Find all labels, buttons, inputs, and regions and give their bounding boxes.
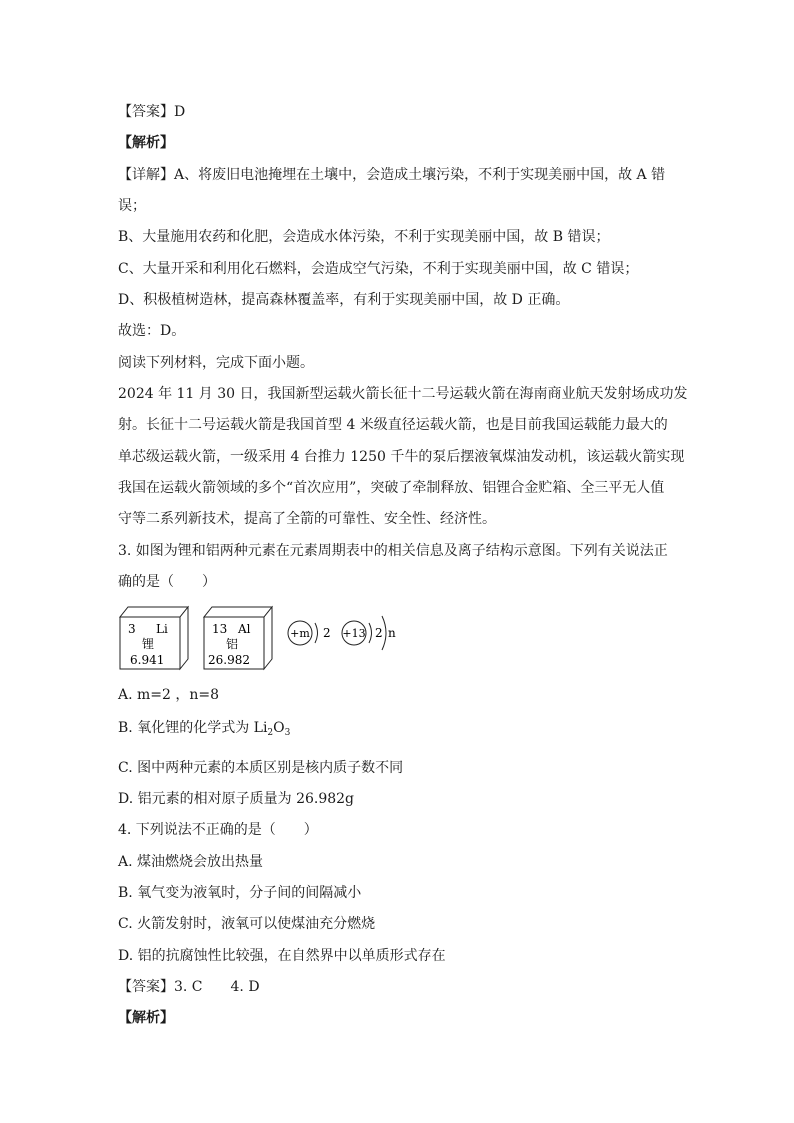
detail-option-c: C、大量开采和利用化石燃料，会造成空气污染，不利于实现美丽中国，故 C 错误； — [118, 261, 639, 277]
q4-option-b: B. 氧气变为液氧时，分子间的间隔减小 — [118, 885, 362, 901]
al-atomic-number: 13 — [212, 622, 228, 636]
q4-option-d: D. 铝的抗腐蚀性比较强，在自然界中以单质形式存在 — [118, 948, 446, 964]
reading-intro: 阅读下列材料，完成下面小题。 — [118, 355, 314, 371]
q4-stem: 4. 下列说法不正确的是（ ） — [118, 822, 318, 838]
q3-figure — [116, 603, 416, 673]
reading-line-1: 2024 年 11 月 30 日，我国新型运载火箭长征十二号运载火箭在海南商业航天发射场成功发 — [118, 386, 688, 402]
li-symbol: Li — [156, 622, 168, 636]
formula-element-li: Li — [253, 720, 268, 736]
q3-figure-svg — [116, 603, 416, 673]
li-mass: 6.941 — [130, 653, 165, 667]
ion2-nucleus: +13 — [342, 627, 366, 640]
q4-option-a: A. 煤油燃烧会放出热量 — [118, 854, 264, 870]
li-element-cell — [120, 607, 188, 669]
reading-line-2: 射。长征十二号运载火箭是我国首型 4 米级直径运载火箭，也是目前我国运载能力最大的 — [118, 417, 668, 433]
q3-option-b-text: B. 氧化锂的化学式为 — [118, 720, 254, 736]
choose-line: 故选：D。 — [118, 323, 186, 339]
al-name: 铝 — [226, 637, 239, 651]
al-mass: 26.982 — [208, 653, 250, 667]
li-name: 锂 — [142, 637, 155, 651]
formula-subscript-2: 2 — [267, 728, 274, 738]
ion2-shell2: n — [388, 626, 396, 640]
formula-element-o: O — [273, 720, 285, 736]
ion1-shell1: 2 — [323, 626, 331, 640]
q3-option-d: D. 铝元素的相对原子质量为 26.982g — [118, 791, 355, 807]
q3-option-b — [118, 719, 290, 742]
q3-option-c: C. 图中两种元素的本质区别是核内质子数不同 — [118, 760, 404, 776]
detail-option-b: B、大量施用农药和化肥，会造成水体污染，不利于实现美丽中国，故 B 错误； — [118, 229, 610, 245]
answer-line-2 — [118, 978, 260, 996]
ion2-shell1: 2 — [375, 626, 383, 640]
lithium-ion-diagram — [288, 621, 331, 645]
q4-option-c: C. 火箭发射时，液氧可以使煤油充分燃烧 — [118, 916, 376, 932]
detail-line-1: 【详解】A、将废旧电池掩埋在土壤中，会造成土壤污染，不利于实现美丽中国，故 A 错 — [118, 167, 666, 183]
al-element-cell — [204, 607, 272, 669]
q3-stem-line-2: 确的是（ ） — [118, 574, 216, 590]
formula-subscript-3: 3 — [284, 728, 291, 738]
analysis-heading-1: 【解析】 — [118, 135, 174, 151]
aluminum-ion-diagram — [342, 616, 396, 650]
reading-line-5: 守等二系列新技术，提高了全箭的可靠性、安全性、经济性。 — [118, 511, 496, 527]
q3-option-a: A. m=2 ，n=8 — [118, 687, 220, 703]
answer-line-1: 【答案】D — [118, 104, 186, 120]
analysis-heading-2: 【解析】 — [118, 1010, 174, 1026]
detail-option-d: D、积极植树造林，提高森林覆盖率，有利于实现美丽中国，故 D 正确。 — [118, 292, 570, 308]
li2o3-formula — [254, 720, 291, 736]
reading-line-3: 单芯级运载火箭，一级采用 4 台推力 1250 千牛的泵后摆液氧煤油发动机，该运载火箭实现 — [118, 449, 685, 465]
reading-line-4: 我国在运载火箭领域的多个“首次应用”，突破了牵制释放、铝锂合金贮箱、全三平无人值 — [118, 480, 665, 496]
answer-label-2: 【答案】 — [118, 979, 174, 995]
li-atomic-number: 3 — [128, 622, 136, 636]
ion1-nucleus: +m — [290, 627, 310, 640]
detail-line-2: 误； — [118, 198, 146, 214]
q3-stem-line-1: 3. 如图为锂和铝两种元素在元素周期表中的相关信息及离子结构示意图。下列有关说法正 — [118, 543, 668, 559]
answer-values-2: 3. C 4. D — [174, 979, 260, 995]
al-symbol: Al — [238, 622, 251, 636]
